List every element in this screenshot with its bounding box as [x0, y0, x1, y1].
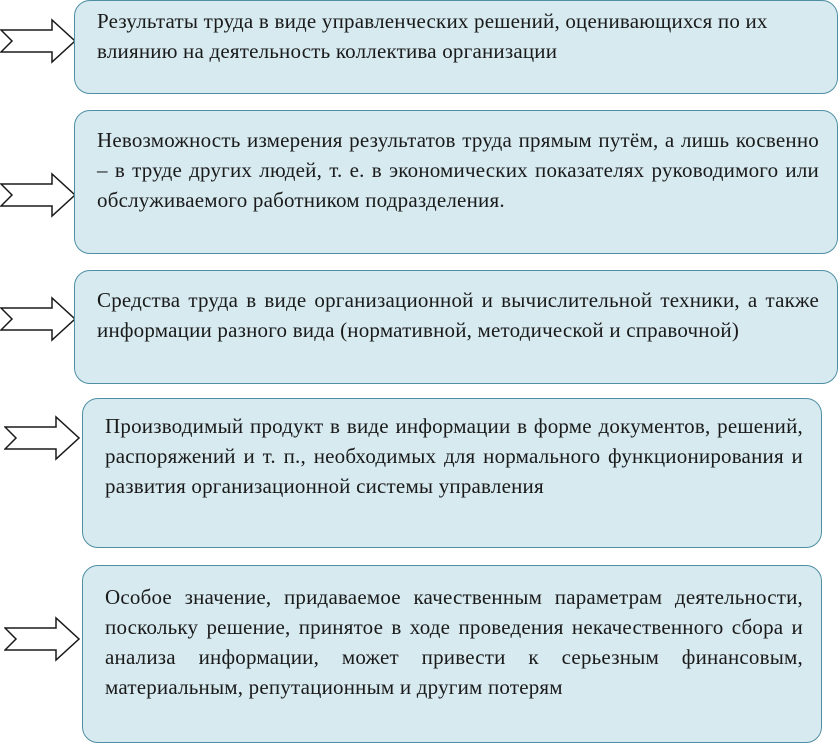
list-item-box	[74, 0, 838, 94]
right-arrow-icon	[0, 18, 76, 64]
list-item-box	[82, 398, 822, 548]
list-item-text: Производимый продукт в виде информации в форме документов, решений, распоряжений и т. п., необходимых для нормального функционирования и развития организационной системы управления	[105, 414, 803, 498]
right-arrow-icon	[4, 616, 80, 662]
list-item-box	[82, 565, 822, 743]
list-item-box	[74, 110, 838, 254]
list-item-text: Результаты труда в виде управленческих решений, оценивающихся по их влиянию на деятельность коллектива организации	[97, 9, 768, 63]
right-arrow-icon	[0, 172, 76, 218]
right-arrow-icon	[4, 415, 80, 461]
list-item-text: Средства труда в виде организационной и вычислительной техники, а также информации разного вида (нормативной, методической и справочной)	[97, 288, 819, 342]
list-item-box	[74, 270, 838, 384]
right-arrow-icon	[0, 296, 76, 342]
list-item-text: Особое значение, придаваемое качественным параметрам деятельности, поскольку решение, принятое в ходе проведения некачественного сбора и анализа информации, может привести к серьезным финансовым, материальным, репутационным и другим потерям	[105, 585, 803, 699]
list-item-text: Невозможность измерения результатов труда прямым путём, а лишь косвенно – в труде других людей, т. е. в экономических показателях руководимого или обслуживаемого работником подразделения.	[97, 128, 819, 212]
